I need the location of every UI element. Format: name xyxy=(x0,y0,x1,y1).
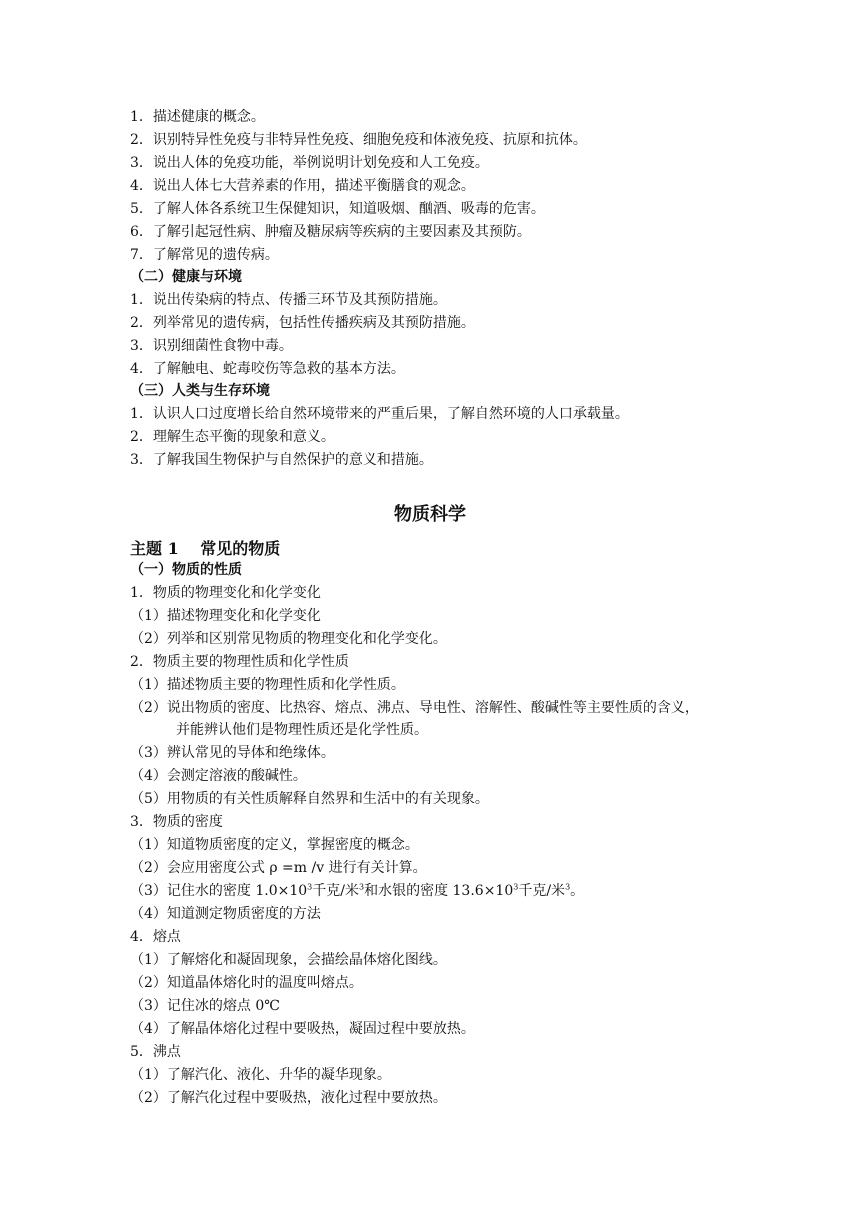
list-item: 4．说出人体七大营养素的作用，描述平衡膳食的观念。 xyxy=(130,178,475,194)
list-item: （2）说出物质的密度、比热容、熔点、沸点、导电性、溶解性、酸碱性等主要性质的含义， xyxy=(130,700,699,716)
superscript: 3 xyxy=(307,882,313,892)
density-text: 千克/米 xyxy=(312,883,359,899)
list-item: 3．了解我国生物保护与自然保护的意义和措施。 xyxy=(130,452,433,468)
list-item: （4）会测定溶液的酸碱性。 xyxy=(130,768,307,784)
list-item: （2）知道晶体熔化时的温度叫熔点。 xyxy=(130,975,363,991)
main-heading: 物质科学 xyxy=(394,504,466,525)
section-title-human-environment: （三）人类与生存环境 xyxy=(130,383,270,399)
list-item: 1．物质的物理变化和化学变化 xyxy=(130,585,321,601)
density-text: 千克/米 xyxy=(518,883,566,899)
list-item: 3．说出人体的免疫功能，举例说明计划免疫和人工免疫。 xyxy=(130,155,489,171)
list-item: （1）了解熔化和凝固现象，会描绘晶体熔化图线。 xyxy=(130,952,447,968)
list-item: 4．熔点 xyxy=(130,929,181,945)
list-item: （2）了解汽化过程中要吸热，液化过程中要放热。 xyxy=(130,1090,447,1106)
list-item: 1．说出传染病的特点、传播三环节及其预防措施。 xyxy=(130,292,447,308)
list-item: （2）列举和区别常见物质的物理变化和化学变化。 xyxy=(130,631,447,647)
density-text: 和水银的密度 13.6×10 xyxy=(364,883,514,899)
superscript: 3 xyxy=(565,882,571,892)
list-item: 2．物质主要的物理性质和化学性质 xyxy=(130,654,349,670)
list-item: （5）用物质的有关性质解释自然界和生活中的有关现象。 xyxy=(130,791,489,807)
list-item: 4．了解触电、蛇毒咬伤等急救的基本方法。 xyxy=(130,361,405,377)
list-item: 1．认识人口过度增长给自然环境带来的严重后果，了解自然环境的人口承载量。 xyxy=(130,406,629,422)
list-item: （4）知道测定物质密度的方法 xyxy=(130,906,321,922)
list-item: 2．识别特异性免疫与非特异性免疫、细胞免疫和体液免疫、抗原和抗体。 xyxy=(130,132,587,148)
list-item-continuation: 并能辨认他们是物理性质还是化学性质。 xyxy=(176,722,428,738)
list-item: 7．了解常见的遗传病。 xyxy=(130,247,279,263)
list-item: （3）记住冰的熔点 0℃ xyxy=(130,998,280,1014)
list-item: 5．了解人体各系统卫生保健知识，知道吸烟、酗酒、吸毒的危害。 xyxy=(130,201,545,217)
list-item: （3）辨认常见的导体和绝缘体。 xyxy=(130,745,335,761)
section-title-health-environment: （二）健康与环境 xyxy=(130,269,242,285)
superscript: 3 xyxy=(513,882,519,892)
list-item: 2．列举常见的遗传病，包括性传播疾病及其预防措施。 xyxy=(130,315,475,331)
list-item: （1）了解汽化、液化、升华的凝华现象。 xyxy=(130,1067,391,1083)
list-item: （2）会应用密度公式 ρ =m /v 进行有关计算。 xyxy=(130,860,427,876)
list-item: 3．识别细菌性食物中毒。 xyxy=(130,338,293,354)
list-item: 6．了解引起冠性病、肿瘤及糖尿病等疾病的主要因素及其预防。 xyxy=(130,224,531,240)
list-item: （1）描述物质主要的物理性质和化学性质。 xyxy=(130,677,405,693)
list-item: 5．沸点 xyxy=(130,1044,181,1060)
topic-title: 主题 1 常见的物质 xyxy=(130,539,281,558)
list-item: 1．描述健康的概念。 xyxy=(130,109,265,125)
superscript: 3 xyxy=(358,882,365,892)
list-item: （1）知道物质密度的定义，掌握密度的概念。 xyxy=(130,837,419,853)
list-item: （4）了解晶体熔化过程中要吸热，凝固过程中要放热。 xyxy=(130,1021,475,1037)
density-values-line xyxy=(130,882,584,900)
density-text: （3）记住水的密度 1.0×10 xyxy=(130,883,308,899)
list-item: 3．物质的密度 xyxy=(130,814,223,830)
density-text: 。 xyxy=(570,883,585,899)
subsection-title: （一）物质的性质 xyxy=(130,562,242,578)
list-item: 2．理解生态平衡的现象和意义。 xyxy=(130,429,335,445)
list-item: （1）描述物理变化和化学变化 xyxy=(130,608,321,624)
